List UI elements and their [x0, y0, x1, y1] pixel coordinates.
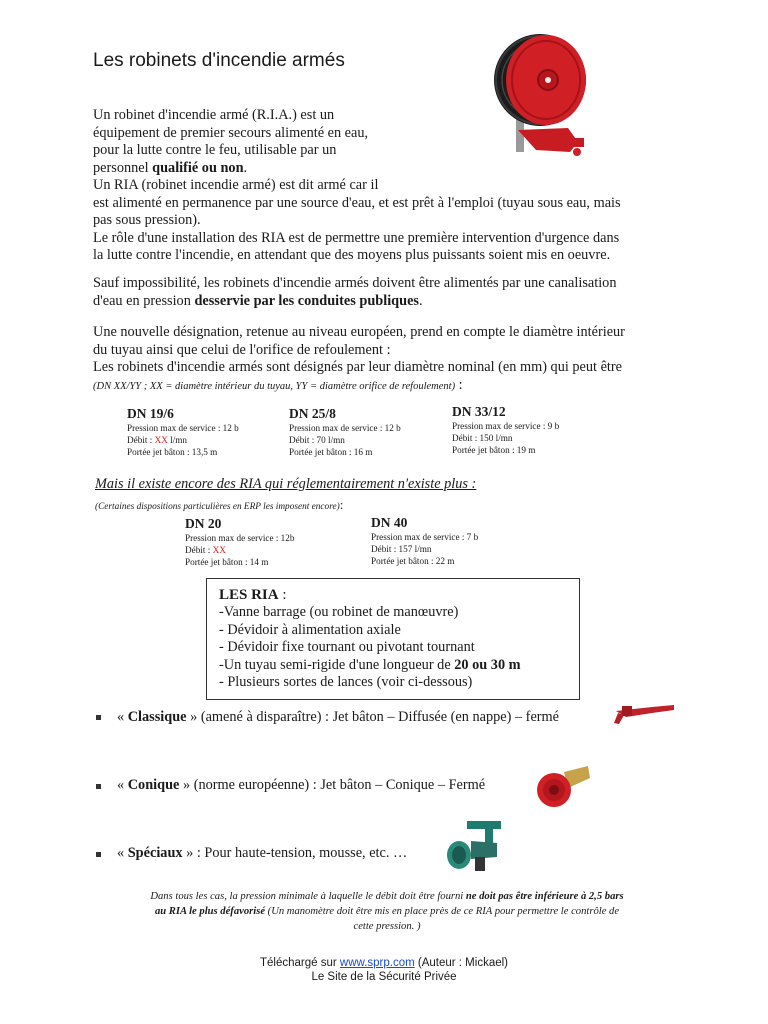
box-item: [219, 657, 579, 674]
text-fragment: Téléchargé sur: [260, 957, 340, 969]
dn-flow: Débit : 70 l/mn: [289, 435, 345, 445]
flow-unknown: XX: [154, 435, 168, 445]
supply-paragraph: [93, 275, 693, 310]
dn-spec-25-8: [289, 406, 401, 458]
text-line: Les robinets d'incendie armés sont désignés par leur diamètre nominal (en mm) qui peut être: [93, 359, 623, 375]
dn-spec-19-6: [127, 406, 239, 458]
legacy-note: [95, 497, 343, 513]
dn-name: DN 25/8: [289, 406, 336, 421]
text-fragment: personnel: [93, 159, 153, 176]
text-line: Le rôle d'une installation des RIA est de permettre une première intervention d'urgence dans: [93, 229, 620, 246]
text-fragment: .: [243, 159, 248, 176]
dn-range: Portée jet bâton : 13,5 m: [127, 447, 218, 457]
dn-name: DN 19/6: [127, 406, 174, 421]
dn-spec-33-12: [452, 404, 559, 456]
lance-speciaux: [117, 845, 407, 862]
dn-flow: [127, 434, 239, 446]
text-fragment: (Auteur : Mickael): [414, 957, 508, 969]
box-item: - Plusieurs sortes de lances (voir ci-dessous): [219, 674, 473, 691]
dn-pressure: Pression max de service : 7 b: [371, 532, 479, 542]
dn-flow: Débit : 150 l/mn: [452, 433, 513, 443]
dn-flow: Débit : 157 l/mn: [371, 544, 432, 554]
flow-unknown: XX: [212, 545, 226, 555]
min-pressure: ne doit pas être inférieure à 2,5 bars: [465, 891, 624, 902]
text-fragment: :: [339, 497, 344, 512]
text-fragment: Dans tous les cas, la pression minimale à laquelle le débit doit être fourni: [150, 891, 466, 902]
classic-nozzle-illustration: [612, 697, 678, 727]
dn-pressure: Pression max de service : 12 b: [127, 423, 239, 433]
text-fragment: :: [278, 587, 287, 603]
dn-spec-40: [371, 515, 478, 567]
text-line: pour la lutte contre le feu, utilisable par un: [93, 142, 337, 158]
lance-classique: [117, 709, 559, 726]
legacy-note-text: (Certaines dispositions particulières en ERP les imposent encore): [95, 502, 340, 512]
text-line: Sauf impossibilité, les robinets d'incendie armés doivent être alimentés par une canalisation: [93, 275, 617, 291]
text-line: pas sous pression).: [93, 212, 201, 228]
text-line: Un RIA (robinet incendie armé) est dit armé car il: [93, 177, 379, 193]
text-fragment: «: [117, 777, 128, 793]
text-line: [93, 160, 693, 178]
text-fragment: «: [117, 709, 128, 725]
lance-conique: [117, 777, 485, 794]
text-fragment: «: [117, 845, 128, 861]
flow-label: Débit :: [185, 545, 213, 555]
box-item: - Dévidoir fixe tournant ou pivotant tournant: [219, 639, 475, 656]
dn-flow: [185, 544, 294, 556]
box-title: [219, 587, 579, 604]
box-title-text: LES RIA: [219, 587, 279, 603]
text-fragment: :: [455, 376, 463, 393]
note-line: cette pression. ): [353, 921, 421, 932]
conical-nozzle-illustration: [534, 762, 594, 812]
text-fragment: (Un manomètre doit être mis en place près de ce RIA pour permettre le contrôle de: [265, 906, 620, 917]
text-line: [93, 293, 693, 311]
lance-description: » (amené à disparaître) : Jet bâton – Diffusée (en nappe) – fermé: [186, 709, 560, 725]
designation-legend: (DN XX/YY ; XX = diamètre intérieur du tuyau, YY = diamètre orifice de refoulement): [93, 380, 456, 392]
lance-description: » (norme européenne) : Jet bâton – Conique – Fermé: [179, 777, 486, 793]
lance-name: Spéciaux: [127, 845, 183, 861]
special-nozzle-illustration: [445, 817, 505, 879]
worst-ria: au RIA le plus défavorisé: [154, 906, 266, 917]
final-note: [92, 889, 682, 934]
lance-name: Classique: [127, 709, 187, 725]
dn-range: Portée jet bâton : 19 m: [452, 445, 536, 455]
page-title: Les robinets d'incendie armés: [93, 50, 345, 71]
text-line: est alimenté en permanence par une source d'eau, et est prêt à l'emploi (tuyau sous eau, mais: [93, 194, 621, 211]
footer-line: [0, 956, 768, 970]
text-line: [93, 377, 693, 396]
designation-paragraph: [93, 324, 693, 395]
text-fragment: -Un tuyau semi-rigide d'une longueur de: [219, 656, 455, 673]
intro-paragraph: [93, 107, 693, 265]
dn-name: DN 20: [185, 516, 222, 531]
hose-length: 20 ou 30 m: [454, 656, 521, 673]
box-item: - Dévidoir à alimentation axiale: [219, 621, 401, 638]
text-line: la lutte contre l'incendie, en attendant que des moyens plus puissants soient mis en oeuvre.: [93, 247, 611, 263]
text-line: équipement de premier secours alimenté en eau,: [93, 124, 369, 141]
site-link[interactable]: www.sprp.com: [339, 957, 415, 969]
dn-pressure: Pression max de service : 12 b: [289, 423, 401, 433]
dn-range: Portée jet bâton : 14 m: [185, 557, 269, 567]
flow-label: Débit :: [127, 435, 155, 445]
bullet-square: [96, 852, 101, 857]
box-item: -Vanne barrage (ou robinet de manœuvre): [219, 604, 459, 621]
note-line: [92, 904, 682, 919]
bold-qualifier: qualifié ou non: [152, 159, 244, 176]
footer: [0, 956, 768, 984]
note-line: [92, 889, 682, 904]
text-line: du tuyau ainsi que celui de l'orifice de refoulement :: [93, 341, 391, 358]
dn-pressure: Pression max de service : 9 b: [452, 421, 560, 431]
text-fragment: d'eau en pression: [93, 292, 195, 309]
bullet-square: [96, 715, 101, 720]
dn-name: DN 33/12: [452, 404, 506, 419]
dn-range: Portée jet bâton : 16 m: [289, 447, 373, 457]
dn-pressure: Pression max de service : 12b: [185, 533, 295, 543]
dn-range: Portée jet bâton : 22 m: [371, 556, 455, 566]
text-line: Un robinet d'incendie armé (R.I.A.) est un: [93, 107, 335, 123]
dn-name: DN 40: [371, 515, 408, 530]
flow-unit: l/mn: [167, 435, 187, 445]
footer-site-name: Le Site de la Sécurité Privée: [311, 971, 457, 983]
lance-name: Conique: [127, 777, 180, 793]
text-line: Une nouvelle désignation, retenue au niveau européen, prend en compte le diamètre intérieur: [93, 324, 625, 340]
ria-components-box: [206, 578, 580, 700]
legacy-heading: Mais il existe encore des RIA qui réglementairement n'existe plus :: [95, 476, 477, 492]
dn-spec-20: [185, 516, 294, 568]
bold-public-supply: desservie par les conduites publiques: [194, 292, 419, 309]
lance-description: » : Pour haute-tension, mousse, etc. …: [182, 845, 408, 861]
bullet-square: [96, 784, 101, 789]
text-fragment: .: [419, 292, 423, 309]
